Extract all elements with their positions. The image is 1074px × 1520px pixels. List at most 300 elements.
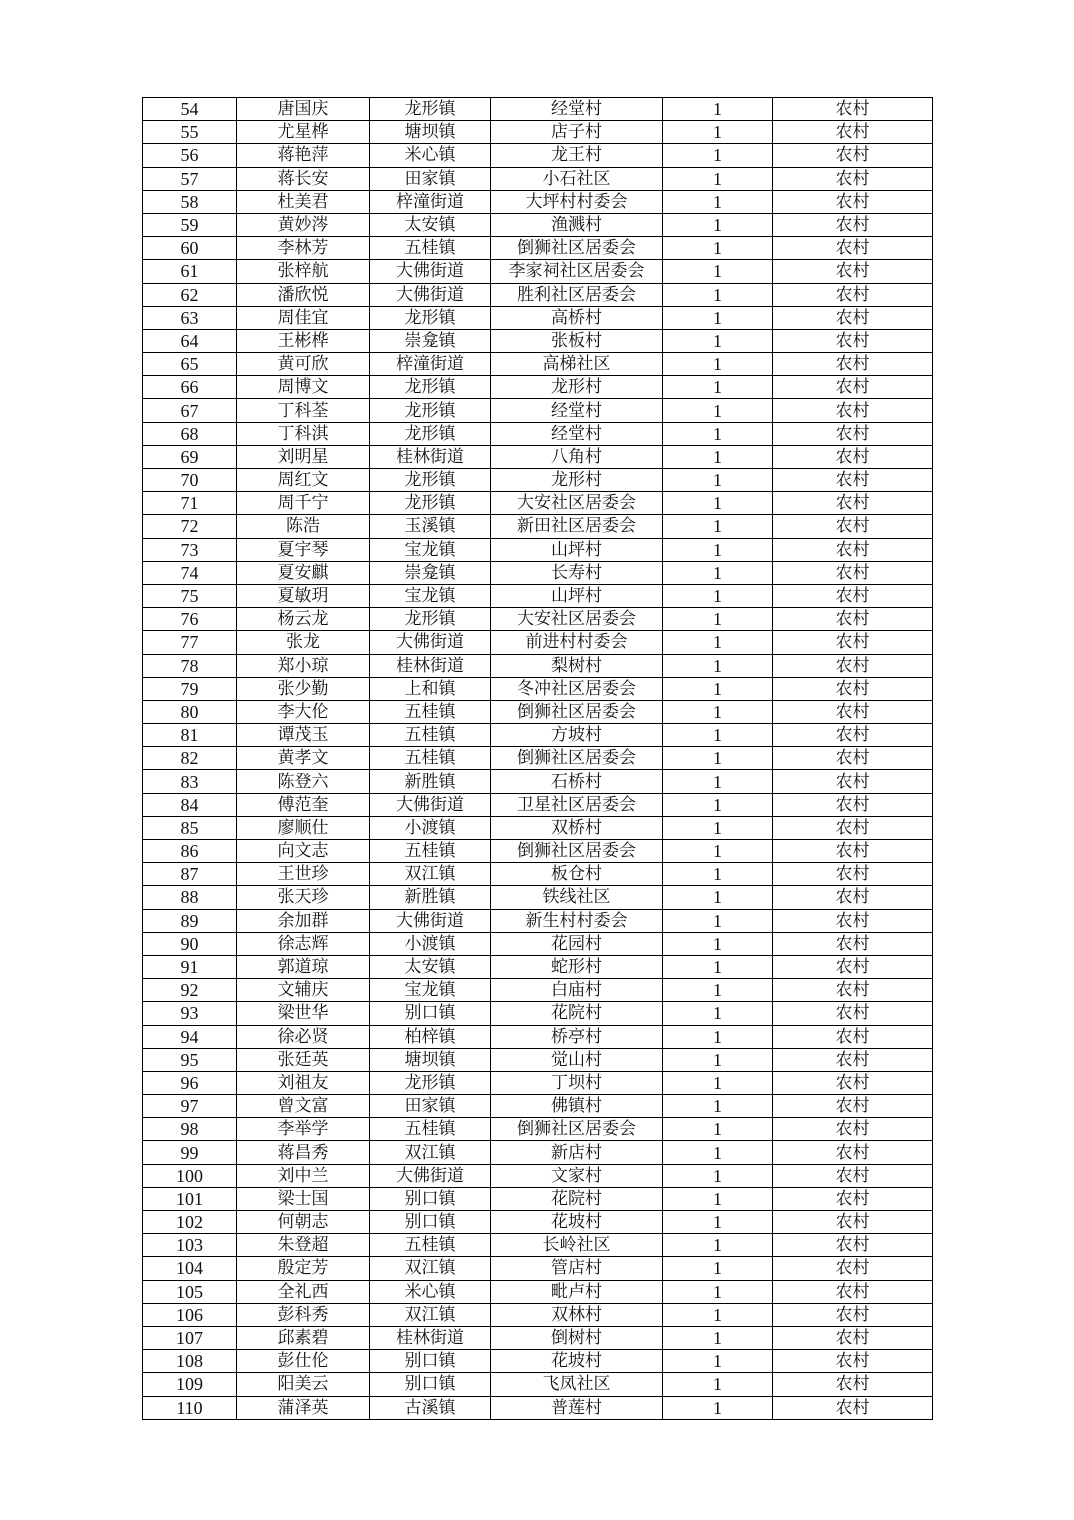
- table-row: [143, 376, 933, 399]
- village-cell: 新店村: [491, 1141, 663, 1164]
- table-row: [143, 445, 933, 468]
- town-cell: 宝龙镇: [370, 584, 491, 607]
- town-cell: 龙形镇: [370, 306, 491, 329]
- row-number-cell: 75: [143, 584, 237, 607]
- village-cell: 李家祠社区居委会: [491, 260, 663, 283]
- person-name-cell: 张龙: [237, 631, 370, 654]
- area-type-cell: 农村: [773, 770, 933, 793]
- town-cell: 宝龙镇: [370, 538, 491, 561]
- person-name-cell: 曾文富: [237, 1095, 370, 1118]
- person-name-cell: 唐国庆: [237, 98, 370, 121]
- person-name-cell: 张天珍: [237, 886, 370, 909]
- town-cell: 龙形镇: [370, 98, 491, 121]
- town-cell: 龙形镇: [370, 469, 491, 492]
- count-cell: 1: [663, 1303, 773, 1326]
- table-row: [143, 283, 933, 306]
- person-name-cell: 向文志: [237, 840, 370, 863]
- area-type-cell: 农村: [773, 979, 933, 1002]
- row-number-cell: 104: [143, 1257, 237, 1280]
- village-cell: 倒狮社区居委会: [491, 840, 663, 863]
- table-row: [143, 1025, 933, 1048]
- town-cell: 梓潼街道: [370, 353, 491, 376]
- count-cell: 1: [663, 816, 773, 839]
- person-name-cell: 陈登六: [237, 770, 370, 793]
- village-cell: 普莲村: [491, 1396, 663, 1419]
- count-cell: 1: [663, 1326, 773, 1349]
- town-cell: 五桂镇: [370, 237, 491, 260]
- person-name-cell: 彭仕伦: [237, 1350, 370, 1373]
- row-number-cell: 57: [143, 167, 237, 190]
- count-cell: 1: [663, 1373, 773, 1396]
- person-name-cell: 尤星桦: [237, 121, 370, 144]
- row-number-cell: 105: [143, 1280, 237, 1303]
- town-cell: 别口镇: [370, 1002, 491, 1025]
- person-name-cell: 彭科秀: [237, 1303, 370, 1326]
- town-cell: 五桂镇: [370, 724, 491, 747]
- row-number-cell: 83: [143, 770, 237, 793]
- village-cell: 倒树村: [491, 1326, 663, 1349]
- row-number-cell: 62: [143, 283, 237, 306]
- area-type-cell: 农村: [773, 376, 933, 399]
- row-number-cell: 99: [143, 1141, 237, 1164]
- town-cell: 龙形镇: [370, 608, 491, 631]
- table-row: [143, 1373, 933, 1396]
- town-cell: 双江镇: [370, 1303, 491, 1326]
- area-type-cell: 农村: [773, 306, 933, 329]
- row-number-cell: 68: [143, 422, 237, 445]
- town-cell: 新胜镇: [370, 770, 491, 793]
- area-type-cell: 农村: [773, 724, 933, 747]
- count-cell: 1: [663, 121, 773, 144]
- town-cell: 玉溪镇: [370, 515, 491, 538]
- person-name-cell: 徐志辉: [237, 932, 370, 955]
- person-name-cell: 周博文: [237, 376, 370, 399]
- town-cell: 新胜镇: [370, 886, 491, 909]
- village-cell: 觉山村: [491, 1048, 663, 1071]
- town-cell: 龙形镇: [370, 376, 491, 399]
- area-type-cell: 农村: [773, 1326, 933, 1349]
- table-row: [143, 955, 933, 978]
- table-row: [143, 886, 933, 909]
- village-cell: 长寿村: [491, 561, 663, 584]
- table-row: [143, 816, 933, 839]
- village-cell: 大坪村村委会: [491, 190, 663, 213]
- village-cell: 渔溅村: [491, 213, 663, 236]
- village-cell: 高梯社区: [491, 353, 663, 376]
- row-number-cell: 86: [143, 840, 237, 863]
- row-number-cell: 60: [143, 237, 237, 260]
- town-cell: 大佛街道: [370, 909, 491, 932]
- person-name-cell: 杨云龙: [237, 608, 370, 631]
- area-type-cell: 农村: [773, 747, 933, 770]
- count-cell: 1: [663, 955, 773, 978]
- count-cell: 1: [663, 793, 773, 816]
- count-cell: 1: [663, 932, 773, 955]
- village-cell: 毗卢村: [491, 1280, 663, 1303]
- village-cell: 花园村: [491, 932, 663, 955]
- person-name-cell: 夏敏玥: [237, 584, 370, 607]
- count-cell: 1: [663, 1396, 773, 1419]
- town-cell: 别口镇: [370, 1373, 491, 1396]
- area-type-cell: 农村: [773, 167, 933, 190]
- count-cell: 1: [663, 631, 773, 654]
- village-cell: 张板村: [491, 329, 663, 352]
- village-cell: 花院村: [491, 1002, 663, 1025]
- area-type-cell: 农村: [773, 1396, 933, 1419]
- person-name-cell: 文辅庆: [237, 979, 370, 1002]
- count-cell: 1: [663, 1095, 773, 1118]
- person-name-cell: 李大伦: [237, 700, 370, 723]
- area-type-cell: 农村: [773, 353, 933, 376]
- village-cell: 经堂村: [491, 98, 663, 121]
- area-type-cell: 农村: [773, 1303, 933, 1326]
- town-cell: 双江镇: [370, 1257, 491, 1280]
- area-type-cell: 农村: [773, 1118, 933, 1141]
- village-cell: 石桥村: [491, 770, 663, 793]
- count-cell: 1: [663, 1350, 773, 1373]
- table-row: [143, 654, 933, 677]
- person-name-cell: 王世珍: [237, 863, 370, 886]
- table-row: [143, 98, 933, 121]
- person-name-cell: 郭道琼: [237, 955, 370, 978]
- row-number-cell: 66: [143, 376, 237, 399]
- area-type-cell: 农村: [773, 492, 933, 515]
- area-type-cell: 农村: [773, 932, 933, 955]
- village-cell: 梨树村: [491, 654, 663, 677]
- table-row: [143, 469, 933, 492]
- table-row: [143, 1326, 933, 1349]
- table-row: [143, 260, 933, 283]
- town-cell: 五桂镇: [370, 700, 491, 723]
- town-cell: 别口镇: [370, 1350, 491, 1373]
- table-row: [143, 909, 933, 932]
- village-cell: 胜利社区居委会: [491, 283, 663, 306]
- area-type-cell: 农村: [773, 144, 933, 167]
- row-number-cell: 78: [143, 654, 237, 677]
- row-number-cell: 81: [143, 724, 237, 747]
- row-number-cell: 72: [143, 515, 237, 538]
- person-name-cell: 谭茂玉: [237, 724, 370, 747]
- person-name-cell: 蒋艳萍: [237, 144, 370, 167]
- count-cell: 1: [663, 700, 773, 723]
- row-number-cell: 98: [143, 1118, 237, 1141]
- area-type-cell: 农村: [773, 1002, 933, 1025]
- table-row: [143, 1141, 933, 1164]
- town-cell: 小渡镇: [370, 816, 491, 839]
- person-name-cell: 夏安麒: [237, 561, 370, 584]
- town-cell: 大佛街道: [370, 260, 491, 283]
- town-cell: 田家镇: [370, 1095, 491, 1118]
- town-cell: 五桂镇: [370, 1234, 491, 1257]
- table-row: [143, 1350, 933, 1373]
- row-number-cell: 110: [143, 1396, 237, 1419]
- town-cell: 别口镇: [370, 1211, 491, 1234]
- town-cell: 龙形镇: [370, 422, 491, 445]
- town-cell: 宝龙镇: [370, 979, 491, 1002]
- person-name-cell: 丁科荃: [237, 399, 370, 422]
- person-name-cell: 全礼西: [237, 1280, 370, 1303]
- area-type-cell: 农村: [773, 584, 933, 607]
- count-cell: 1: [663, 909, 773, 932]
- count-cell: 1: [663, 353, 773, 376]
- person-name-cell: 周佳宜: [237, 306, 370, 329]
- count-cell: 1: [663, 445, 773, 468]
- town-cell: 小渡镇: [370, 932, 491, 955]
- table-row: [143, 770, 933, 793]
- person-name-cell: 张梓航: [237, 260, 370, 283]
- table-row: [143, 608, 933, 631]
- village-cell: 花坡村: [491, 1211, 663, 1234]
- person-name-cell: 刘明星: [237, 445, 370, 468]
- person-name-cell: 陈浩: [237, 515, 370, 538]
- table-row: [143, 422, 933, 445]
- village-cell: 龙王村: [491, 144, 663, 167]
- town-cell: 塘坝镇: [370, 121, 491, 144]
- town-cell: 双江镇: [370, 863, 491, 886]
- town-cell: 桂林街道: [370, 445, 491, 468]
- area-type-cell: 农村: [773, 677, 933, 700]
- area-type-cell: 农村: [773, 1164, 933, 1187]
- area-type-cell: 农村: [773, 700, 933, 723]
- person-name-cell: 张廷英: [237, 1048, 370, 1071]
- village-cell: 长岭社区: [491, 1234, 663, 1257]
- person-name-cell: 黄可欣: [237, 353, 370, 376]
- row-number-cell: 95: [143, 1048, 237, 1071]
- person-name-cell: 潘欣悦: [237, 283, 370, 306]
- count-cell: 1: [663, 840, 773, 863]
- person-name-cell: 梁世华: [237, 1002, 370, 1025]
- row-number-cell: 54: [143, 98, 237, 121]
- person-name-cell: 郑小琼: [237, 654, 370, 677]
- village-cell: 龙形村: [491, 376, 663, 399]
- person-name-cell: 刘祖友: [237, 1071, 370, 1094]
- count-cell: 1: [663, 376, 773, 399]
- person-name-cell: 周红文: [237, 469, 370, 492]
- count-cell: 1: [663, 399, 773, 422]
- village-cell: 八角村: [491, 445, 663, 468]
- town-cell: 双江镇: [370, 1141, 491, 1164]
- person-name-cell: 李举学: [237, 1118, 370, 1141]
- count-cell: 1: [663, 1164, 773, 1187]
- row-number-cell: 69: [143, 445, 237, 468]
- person-name-cell: 廖顺仕: [237, 816, 370, 839]
- town-cell: 大佛街道: [370, 1164, 491, 1187]
- area-type-cell: 农村: [773, 1071, 933, 1094]
- count-cell: 1: [663, 1048, 773, 1071]
- area-type-cell: 农村: [773, 955, 933, 978]
- person-name-cell: 黄孝文: [237, 747, 370, 770]
- area-type-cell: 农村: [773, 840, 933, 863]
- town-cell: 五桂镇: [370, 840, 491, 863]
- town-cell: 米心镇: [370, 1280, 491, 1303]
- table-row: [143, 863, 933, 886]
- row-number-cell: 74: [143, 561, 237, 584]
- count-cell: 1: [663, 492, 773, 515]
- row-number-cell: 70: [143, 469, 237, 492]
- area-type-cell: 农村: [773, 445, 933, 468]
- count-cell: 1: [663, 98, 773, 121]
- area-type-cell: 农村: [773, 1025, 933, 1048]
- row-number-cell: 108: [143, 1350, 237, 1373]
- village-cell: 大安社区居委会: [491, 492, 663, 515]
- row-number-cell: 55: [143, 121, 237, 144]
- count-cell: 1: [663, 538, 773, 561]
- village-cell: 桥亭村: [491, 1025, 663, 1048]
- village-cell: 冬冲社区居委会: [491, 677, 663, 700]
- person-name-cell: 李林芳: [237, 237, 370, 260]
- area-type-cell: 农村: [773, 1187, 933, 1210]
- count-cell: 1: [663, 654, 773, 677]
- area-type-cell: 农村: [773, 469, 933, 492]
- table-row: [143, 213, 933, 236]
- count-cell: 1: [663, 1187, 773, 1210]
- person-name-cell: 邱素碧: [237, 1326, 370, 1349]
- person-name-cell: 蒋昌秀: [237, 1141, 370, 1164]
- row-number-cell: 102: [143, 1211, 237, 1234]
- count-cell: 1: [663, 213, 773, 236]
- count-cell: 1: [663, 1025, 773, 1048]
- village-cell: 经堂村: [491, 399, 663, 422]
- table-row: [143, 190, 933, 213]
- row-number-cell: 82: [143, 747, 237, 770]
- count-cell: 1: [663, 1118, 773, 1141]
- person-name-cell: 丁科淇: [237, 422, 370, 445]
- village-cell: 花坡村: [491, 1350, 663, 1373]
- village-cell: 大安社区居委会: [491, 608, 663, 631]
- row-number-cell: 85: [143, 816, 237, 839]
- town-cell: 古溪镇: [370, 1396, 491, 1419]
- person-name-cell: 王彬桦: [237, 329, 370, 352]
- count-cell: 1: [663, 144, 773, 167]
- village-cell: 管店村: [491, 1257, 663, 1280]
- table-row: [143, 700, 933, 723]
- count-cell: 1: [663, 584, 773, 607]
- count-cell: 1: [663, 422, 773, 445]
- count-cell: 1: [663, 469, 773, 492]
- count-cell: 1: [663, 283, 773, 306]
- person-name-cell: 蒲泽英: [237, 1396, 370, 1419]
- table-row: [143, 492, 933, 515]
- area-type-cell: 农村: [773, 1095, 933, 1118]
- table-row: [143, 306, 933, 329]
- row-number-cell: 94: [143, 1025, 237, 1048]
- row-number-cell: 79: [143, 677, 237, 700]
- count-cell: 1: [663, 1280, 773, 1303]
- area-type-cell: 农村: [773, 1211, 933, 1234]
- area-type-cell: 农村: [773, 422, 933, 445]
- table-row: [143, 121, 933, 144]
- row-number-cell: 89: [143, 909, 237, 932]
- village-cell: 倒狮社区居委会: [491, 1118, 663, 1141]
- town-cell: 五桂镇: [370, 1118, 491, 1141]
- town-cell: 大佛街道: [370, 793, 491, 816]
- person-name-cell: 张少勤: [237, 677, 370, 700]
- row-number-cell: 97: [143, 1095, 237, 1118]
- village-cell: 高桥村: [491, 306, 663, 329]
- village-cell: 卫星社区居委会: [491, 793, 663, 816]
- village-cell: 双桥村: [491, 816, 663, 839]
- village-cell: 小石社区: [491, 167, 663, 190]
- village-cell: 铁线社区: [491, 886, 663, 909]
- table-row: [143, 724, 933, 747]
- village-cell: 新田社区居委会: [491, 515, 663, 538]
- area-type-cell: 农村: [773, 1373, 933, 1396]
- town-cell: 桂林街道: [370, 654, 491, 677]
- count-cell: 1: [663, 1071, 773, 1094]
- table-row: [143, 538, 933, 561]
- table-row: [143, 1071, 933, 1094]
- area-type-cell: 农村: [773, 886, 933, 909]
- village-cell: 白庙村: [491, 979, 663, 1002]
- village-cell: 前进村村委会: [491, 631, 663, 654]
- area-type-cell: 农村: [773, 1048, 933, 1071]
- count-cell: 1: [663, 237, 773, 260]
- town-cell: 太安镇: [370, 213, 491, 236]
- area-type-cell: 农村: [773, 909, 933, 932]
- table-row: [143, 1257, 933, 1280]
- table-row: [143, 1002, 933, 1025]
- person-name-cell: 黄妙涔: [237, 213, 370, 236]
- town-cell: 五桂镇: [370, 747, 491, 770]
- row-number-cell: 76: [143, 608, 237, 631]
- village-cell: 倒狮社区居委会: [491, 700, 663, 723]
- area-type-cell: 农村: [773, 260, 933, 283]
- village-cell: 新生村村委会: [491, 909, 663, 932]
- table-row: [143, 840, 933, 863]
- area-type-cell: 农村: [773, 515, 933, 538]
- person-name-cell: 余加群: [237, 909, 370, 932]
- table-row: [143, 1280, 933, 1303]
- person-name-cell: 何朝志: [237, 1211, 370, 1234]
- town-cell: 龙形镇: [370, 1071, 491, 1094]
- town-cell: 大佛街道: [370, 283, 491, 306]
- town-cell: 田家镇: [370, 167, 491, 190]
- area-type-cell: 农村: [773, 121, 933, 144]
- table-row: [143, 1187, 933, 1210]
- count-cell: 1: [663, 677, 773, 700]
- row-number-cell: 65: [143, 353, 237, 376]
- table-row: [143, 561, 933, 584]
- area-type-cell: 农村: [773, 608, 933, 631]
- area-type-cell: 农村: [773, 561, 933, 584]
- table-row: [143, 167, 933, 190]
- count-cell: 1: [663, 724, 773, 747]
- table-row: [143, 584, 933, 607]
- person-name-cell: 傅范奎: [237, 793, 370, 816]
- area-type-cell: 农村: [773, 1280, 933, 1303]
- count-cell: 1: [663, 886, 773, 909]
- row-number-cell: 92: [143, 979, 237, 1002]
- town-cell: 崇龛镇: [370, 329, 491, 352]
- row-number-cell: 90: [143, 932, 237, 955]
- table-row: [143, 1396, 933, 1419]
- count-cell: 1: [663, 863, 773, 886]
- area-type-cell: 农村: [773, 1141, 933, 1164]
- row-number-cell: 63: [143, 306, 237, 329]
- row-number-cell: 100: [143, 1164, 237, 1187]
- village-cell: 蛇形村: [491, 955, 663, 978]
- town-cell: 米心镇: [370, 144, 491, 167]
- count-cell: 1: [663, 306, 773, 329]
- count-cell: 1: [663, 770, 773, 793]
- person-name-cell: 朱登超: [237, 1234, 370, 1257]
- person-name-cell: 殷定芳: [237, 1257, 370, 1280]
- town-cell: 梓潼街道: [370, 190, 491, 213]
- count-cell: 1: [663, 329, 773, 352]
- row-number-cell: 67: [143, 399, 237, 422]
- row-number-cell: 80: [143, 700, 237, 723]
- table-row: [143, 793, 933, 816]
